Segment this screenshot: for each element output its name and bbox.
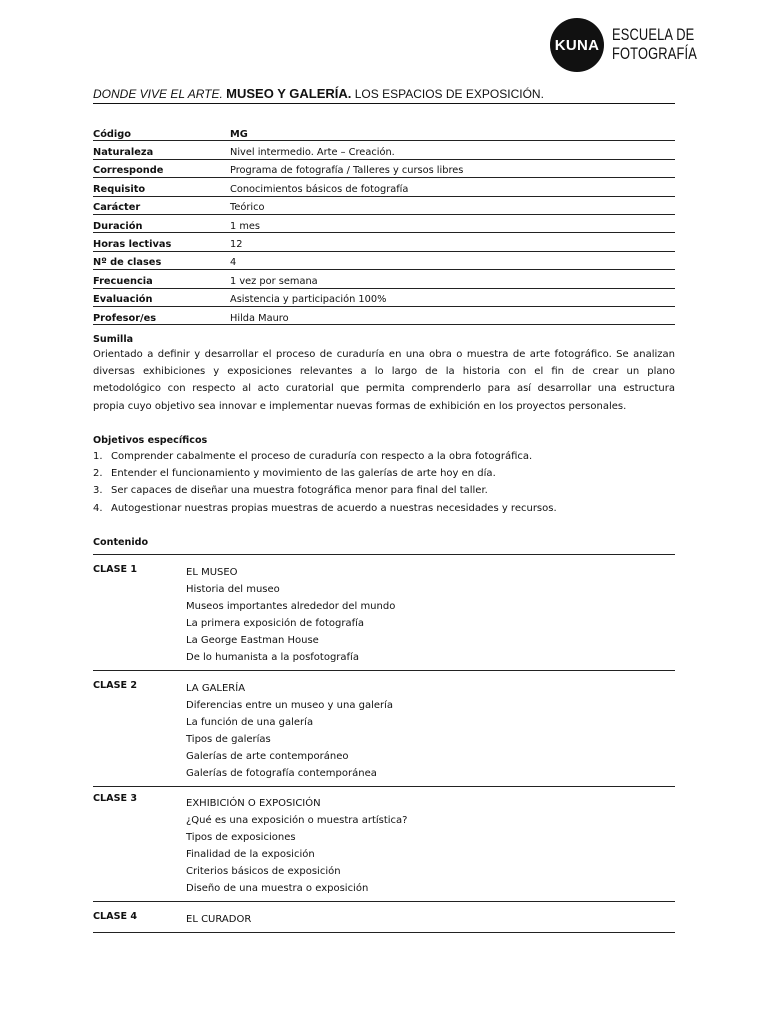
item-number: 3. [93, 485, 103, 497]
sumilla-heading: Sumilla [93, 334, 134, 345]
topic-item: Tipos de galerías [186, 734, 271, 746]
sumilla-line: diversas exhibiciones y exposiciones relevantes a lo largo de la historia con el fin de crear un plano [93, 366, 675, 378]
contenido-heading: Contenido [93, 537, 149, 548]
title-bold: MUSEO Y GALERÍA. [226, 86, 352, 101]
item-text: Ser capaces de diseñar una muestra fotográfica menor para final del taller. [111, 485, 488, 497]
info-row-corresponde [93, 160, 675, 178]
info-value: Conocimientos básicos de fotografía [230, 183, 409, 195]
divider [93, 786, 675, 787]
info-row-horas [93, 233, 675, 251]
info-value: Asistencia y participación 100% [230, 294, 387, 306]
objetivos-list [93, 448, 675, 517]
clase-topics [186, 564, 395, 667]
info-label: Corresponde [93, 165, 164, 177]
topic-item: Historia del museo [186, 584, 280, 596]
info-value: 1 mes [230, 220, 261, 232]
topic-item: Finalidad de la exposición [186, 849, 315, 861]
title-rest: LOS ESPACIOS DE EXPOSICIÓN. [354, 87, 544, 101]
info-row-requisito [93, 178, 675, 196]
topic-item: LA GALERÍA [186, 683, 246, 694]
item-text: Entender el funcionamiento y movimiento de las galerías de arte hoy en día. [111, 468, 496, 480]
divider [93, 901, 675, 902]
sumilla-text [93, 346, 675, 415]
objetivos-heading: Objetivos específicos [93, 435, 208, 446]
list-item [93, 448, 675, 465]
item-text: Autogestionar nuestras propias muestras de acuerdo a nuestras necesidades y recursos. [111, 502, 557, 514]
logo-line-1: ESCUELA DE [612, 26, 695, 44]
info-label: Duración [93, 220, 143, 232]
info-value: Teórico [230, 202, 265, 214]
sumilla-line: Orientado a definir y desarrollar el proceso de curaduría en una obra o muestra de arte fotográfico. Se analizan [93, 349, 675, 360]
topic-item: Galerías de fotografía contemporánea [186, 768, 377, 780]
topic-item: Diseño de una muestra o exposición [186, 883, 369, 895]
topic-item: Galerías de arte contemporáneo [186, 751, 349, 763]
topic-item: Criterios básicos de exposición [186, 866, 341, 878]
info-label: Nº de clases [93, 257, 162, 269]
info-value: Hilda Mauro [230, 312, 289, 324]
list-item [93, 465, 675, 482]
title-italic: DONDE VIVE EL ARTE. [93, 87, 223, 101]
topic-item: La George Eastman House [186, 635, 319, 647]
info-value: 1 vez por semana [230, 275, 318, 287]
clase-label: CLASE 1 [93, 564, 138, 575]
clase-topics [186, 911, 251, 928]
topic-item: Tipos de exposiciones [186, 832, 296, 844]
item-text: Comprender cabalmente el proceso de curaduría con respecto a la obra fotográfica. [111, 451, 533, 462]
info-value: 4 [230, 257, 237, 269]
clase-topics [186, 795, 408, 898]
info-value: MG [230, 128, 248, 140]
clase-label: CLASE 4 [93, 911, 138, 922]
logo-badge-text: KUNA [554, 36, 600, 54]
topic-item: Museos importantes alrededor del mundo [186, 601, 396, 613]
info-label: Requisito [93, 183, 146, 195]
divider [93, 554, 675, 555]
info-value: 12 [230, 238, 243, 250]
info-row-naturaleza [93, 141, 675, 159]
clase-topics [186, 680, 393, 783]
topic-item: EL CURADOR [186, 914, 252, 925]
info-label: Naturaleza [93, 146, 154, 158]
item-number: 1. [93, 451, 103, 462]
info-label: Profesor/es [93, 312, 157, 324]
topic-item: Diferencias entre un museo y una galería [186, 700, 394, 712]
info-row-evaluacion [93, 289, 675, 307]
topic-item: ¿Qué es una exposición o muestra artística? [186, 815, 408, 827]
info-row-clases [93, 252, 675, 270]
info-label: Evaluación [93, 294, 153, 306]
info-row-codigo [93, 123, 675, 141]
info-label: Frecuencia [93, 275, 153, 287]
kuna-badge [550, 18, 604, 72]
topic-item: De lo humanista a la posfotografía [186, 652, 359, 664]
list-item [93, 482, 675, 499]
logo-line-2: FOTOGRAFÍA [612, 45, 697, 63]
info-label: Código [93, 128, 132, 140]
clase-label: CLASE 3 [93, 793, 138, 804]
school-logo [550, 18, 697, 72]
course-info-table [93, 123, 675, 325]
item-number: 2. [93, 468, 103, 480]
info-value: Nivel intermedio. Arte – Creación. [230, 146, 395, 158]
list-item [93, 500, 675, 517]
divider [93, 670, 675, 671]
divider [93, 932, 675, 933]
item-number: 4. [93, 502, 103, 514]
sumilla-line: propia cuyo objetivo sea innovar e implementar nuevas formas de exhibición en los proyectos personales. [93, 400, 627, 412]
info-row-caracter [93, 197, 675, 215]
info-label: Horas lectivas [93, 238, 172, 250]
info-row-frecuencia [93, 270, 675, 288]
logo-wordmark [612, 26, 697, 64]
topic-item: EL MUSEO [186, 567, 238, 578]
clase-label: CLASE 2 [93, 680, 138, 691]
page-title [93, 86, 675, 104]
info-row-profesor [93, 307, 675, 325]
topic-item: La función de una galería [186, 717, 314, 729]
topic-item: EXHIBICIÓN O EXPOSICIÓN [186, 798, 321, 809]
info-value: Programa de fotografía / Talleres y cursos libres [230, 165, 464, 177]
sumilla-line: metodológico con respecto al acto curatorial que permita comprenderlo para así desarrollar una estructura [93, 383, 675, 395]
info-row-duracion [93, 215, 675, 233]
info-label: Carácter [93, 202, 141, 214]
topic-item: La primera exposición de fotografía [186, 618, 365, 630]
